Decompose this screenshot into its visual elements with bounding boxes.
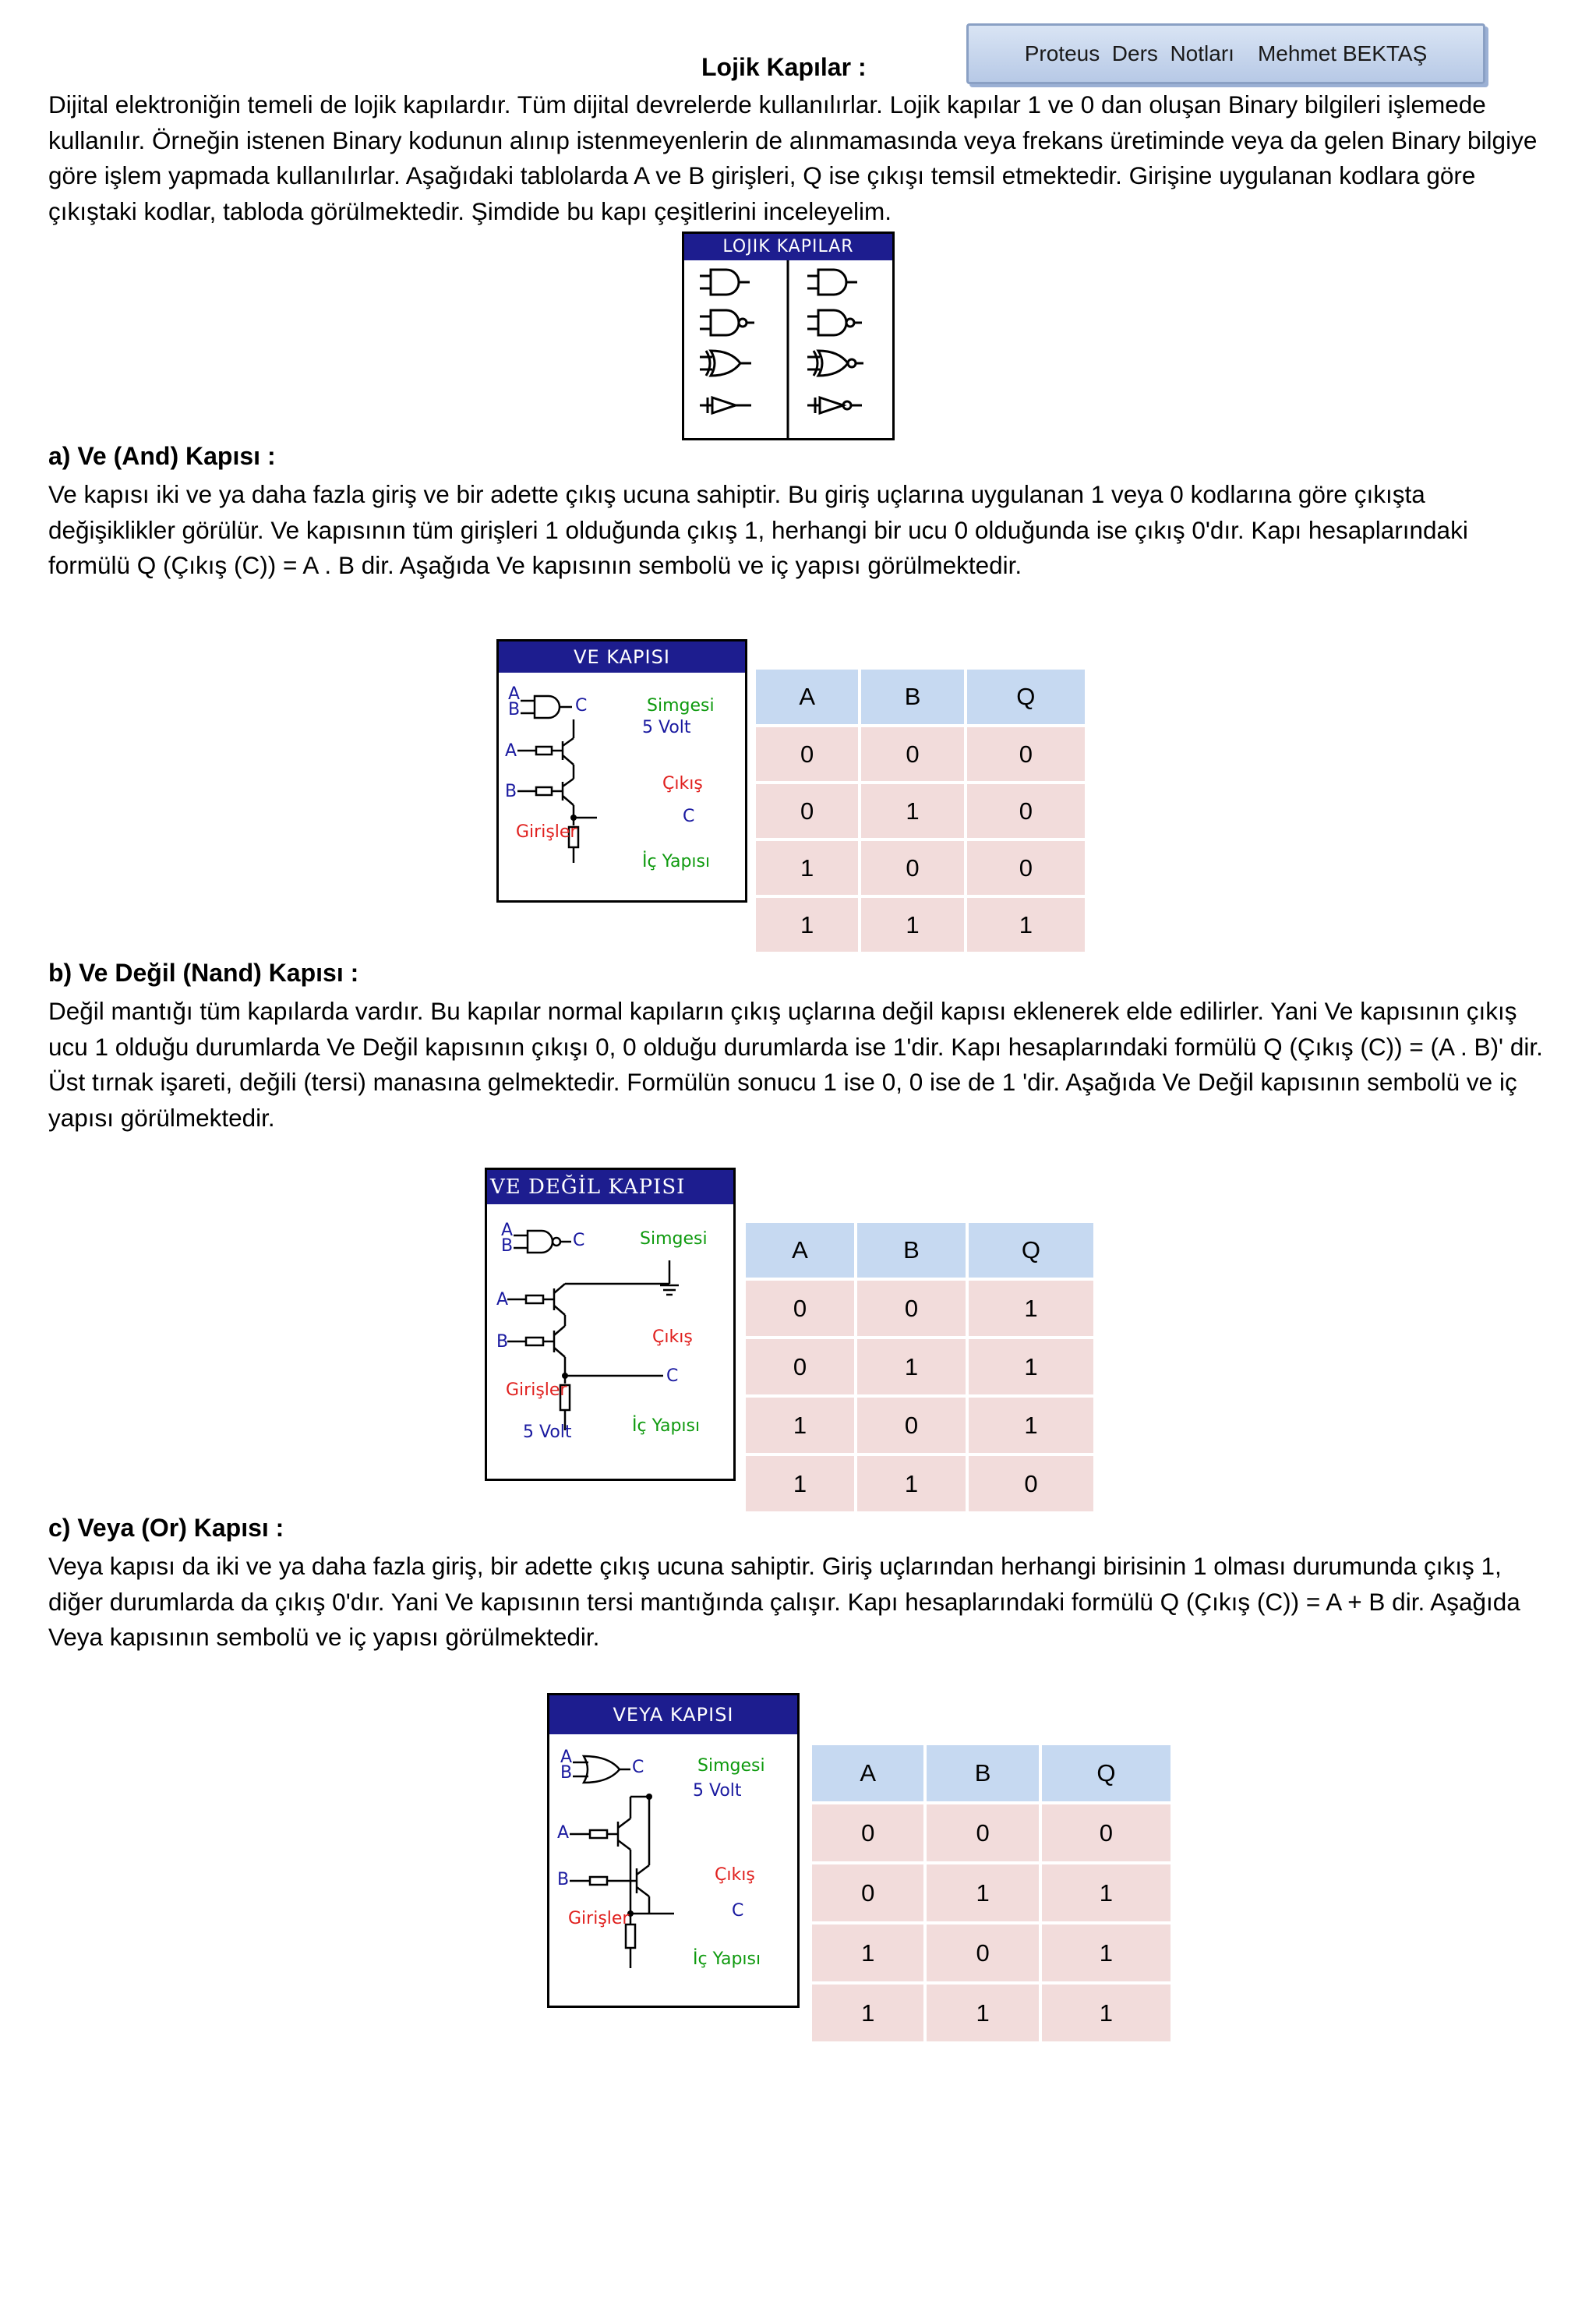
table-cell: 0 bbox=[857, 1281, 966, 1336]
table-cell: 0 bbox=[861, 727, 963, 781]
table-header-b: B bbox=[861, 670, 963, 724]
nand-gate-icon bbox=[807, 310, 862, 335]
table-cell: 0 bbox=[927, 1924, 1038, 1981]
and-internal-b-label: B bbox=[505, 782, 517, 801]
header-course: Proteus Ders Notları bbox=[1024, 41, 1234, 65]
table-header-a: A bbox=[812, 1745, 923, 1801]
table-cell: 1 bbox=[746, 1456, 854, 1511]
table-header-a: A bbox=[756, 670, 858, 724]
xor-gate-icon bbox=[700, 351, 751, 376]
and-truth-table bbox=[753, 666, 1088, 955]
table-row bbox=[756, 727, 1085, 781]
table-row bbox=[756, 898, 1085, 952]
and-inputs-label: Girişler bbox=[516, 822, 577, 842]
and-internal-c-label: C bbox=[683, 807, 695, 826]
or-symbol-label: Simgesi bbox=[697, 1756, 765, 1776]
nand-figure-title: VE DEĞİL KAPISI bbox=[487, 1170, 733, 1204]
nand-input-b-label: B bbox=[501, 1236, 514, 1256]
nand-internal-b-label: B bbox=[496, 1332, 509, 1352]
table-cell: 0 bbox=[812, 1864, 923, 1921]
section-and-paragraph: Ve kapısı iki ve ya daha fazla giriş ve bir adette çıkış ucuna sahiptir. Bu giriş uçlarına uygulanan 1 veya 0 kodlarına göre çıkışta değişiklikler görülür. Ve kapısının tüm girişleri 1 olduğunda çıkış 1, herhangi bir ucu 0 olduğunda ise çıkış 0'dır. Kapı hesaplarındaki formülü Q (Çıkış (C)) = A . B dir. Aşağıda Ve kapısının sembolü ve iç yapısı görülmektedir. bbox=[48, 480, 1468, 579]
nand-truth-table bbox=[743, 1220, 1096, 1514]
nand-gate-figure bbox=[485, 1168, 736, 1481]
table-cell: 0 bbox=[967, 784, 1085, 838]
table-cell: 0 bbox=[746, 1281, 854, 1336]
table-row bbox=[756, 841, 1085, 895]
or-input-b-label: B bbox=[560, 1763, 573, 1783]
logic-gates-figure-title: LOJIK KAPILAR bbox=[684, 234, 892, 260]
buffer-gate-icon bbox=[700, 398, 751, 413]
table-cell: 0 bbox=[812, 1804, 923, 1861]
table-cell: 1 bbox=[969, 1398, 1093, 1453]
nand-inputs-label: Girişler bbox=[506, 1380, 567, 1400]
table-cell: 1 bbox=[857, 1339, 966, 1394]
table-header-b: B bbox=[857, 1223, 966, 1278]
table-cell: 1 bbox=[756, 841, 858, 895]
logic-gate-symbols bbox=[684, 260, 892, 438]
and-input-b-label: B bbox=[508, 700, 521, 719]
table-cell: 0 bbox=[1042, 1804, 1171, 1861]
xnor-gate-icon bbox=[807, 351, 863, 376]
and-gate-icon bbox=[807, 270, 857, 295]
and-figure-title: VE KAPISI bbox=[499, 641, 745, 673]
nand-gate-icon bbox=[700, 310, 754, 335]
or-output-label: Çıkış bbox=[715, 1865, 755, 1885]
or-figure-title: VEYA KAPISI bbox=[549, 1695, 797, 1734]
table-cell: 1 bbox=[857, 1456, 966, 1511]
table-header-b: B bbox=[927, 1745, 1038, 1801]
header-banner bbox=[966, 23, 1485, 84]
section-nand-paragraph: Değil mantığı tüm kapılarda vardır. Bu kapılar normal kapıların çıkış uçlarına değil kapısı eklenerek elde edilirler. Yani Ve kapısının çıkış ucu 1 olduğu durumlarda Ve Değil kapısının çıkışı 0, 0 olduğu durumlarda ise 1'dir. Kapı hesaplarındaki formülü Q (Çıkış (C)) = (A . B)' dir. Üst tırnak işareti, değili (tersi) manasına gelmektedir. Formülün sonucu 1 ise 0, 0 ise de 1 'dir. Aşağıda Ve Değil kapısının sembolü ve iç yapısı görülmektedir. bbox=[48, 997, 1543, 1132]
nand-internal-a-label: A bbox=[496, 1290, 509, 1309]
or-internal-b-label: B bbox=[557, 1870, 570, 1889]
table-row bbox=[812, 1864, 1171, 1921]
section-nand-heading: b) Ve Değil (Nand) Kapısı : bbox=[48, 959, 359, 987]
and-symbol-label: Simgesi bbox=[647, 696, 715, 716]
table-cell: 1 bbox=[861, 784, 963, 838]
table-cell: 1 bbox=[1042, 1985, 1171, 2041]
section-or-paragraph: Veya kapısı da iki ve ya daha fazla giriş, bir adette çıkış ucuna sahiptir. Giriş uçlarından herhangi birisinin 1 olması durumunda çıkış 1, diğer durumlarda da çıkış 0'dır. Yani Ve kapısının tersi mantığında çalışır. Kapı hesaplarındaki formülü Q (Çıkış (C)) = A + B dir. Aşağıda Veya kapısının sembolü ve iç yapısı görülmektedir. bbox=[48, 1552, 1520, 1651]
and-output-label: Çıkış bbox=[662, 774, 703, 793]
and-internal-a-label: A bbox=[505, 741, 517, 761]
nand-symbol-label: Simgesi bbox=[640, 1229, 708, 1249]
table-row bbox=[812, 1804, 1171, 1861]
table-row bbox=[746, 1339, 1093, 1394]
table-cell: 0 bbox=[927, 1804, 1038, 1861]
and-internal-label: İç Yapısı bbox=[642, 852, 711, 871]
and-gate-figure bbox=[496, 639, 747, 903]
and-gate-icon bbox=[700, 270, 750, 295]
table-cell: 1 bbox=[927, 1985, 1038, 2041]
table-row bbox=[746, 1398, 1093, 1453]
intro-paragraph: Dijital elektroniğin temeli de lojik kapılardır. Tüm dijital devrelerde kullanılırlar. Lojik kapılar 1 ve 0 dan oluşan Binary bilgileri işlemede kullanılır. Örneğin istenen Binary kodunun alınıp istenmeyenlerin de alınmamasında veya frekans üretiminde veya da gelen Binary bilgiye göre işlem yapmada kullanılırlar. Aşağıdaki tablolarda A ve B girişleri, Q ise çıkışı temsil etmektedir. Girişine uygulanan kodlara göre çıkıştaki kodlar, tabloda görülmektedir. Şimdide bu kapı çeşitlerini inceleyelim. bbox=[48, 90, 1538, 225]
or-internal-a-label: A bbox=[557, 1823, 570, 1843]
table-row bbox=[746, 1281, 1093, 1336]
table-header-q: Q bbox=[1042, 1745, 1171, 1801]
table-header-q: Q bbox=[969, 1223, 1093, 1278]
or-internal-label: İç Yapısı bbox=[693, 1949, 761, 1969]
section-or-heading: c) Veya (Or) Kapısı : bbox=[48, 1514, 284, 1542]
table-cell: 1 bbox=[812, 1985, 923, 2041]
table-cell: 1 bbox=[746, 1398, 854, 1453]
and-input-a-label: A bbox=[508, 684, 521, 704]
and-output-c-label: C bbox=[575, 696, 588, 716]
table-header-q: Q bbox=[967, 670, 1085, 724]
or-output-c-label: C bbox=[632, 1758, 644, 1777]
or-volt-label: 5 Volt bbox=[693, 1781, 742, 1801]
table-cell: 0 bbox=[861, 841, 963, 895]
table-cell: 1 bbox=[967, 898, 1085, 952]
table-row bbox=[812, 1924, 1171, 1981]
table-cell: 1 bbox=[969, 1339, 1093, 1394]
not-gate-icon bbox=[807, 398, 862, 413]
nand-internal-label: İç Yapısı bbox=[632, 1416, 701, 1436]
table-cell: 1 bbox=[1042, 1864, 1171, 1921]
or-input-a-label: A bbox=[560, 1748, 573, 1767]
nand-output-c-label: C bbox=[573, 1231, 585, 1250]
table-cell: 0 bbox=[746, 1339, 854, 1394]
nand-input-a-label: A bbox=[501, 1221, 514, 1240]
table-cell: 1 bbox=[861, 898, 963, 952]
logic-gates-figure bbox=[682, 231, 895, 440]
nand-output-label: Çıkış bbox=[652, 1327, 693, 1347]
or-inputs-label: Girişler bbox=[568, 1909, 630, 1928]
table-cell: 0 bbox=[967, 727, 1085, 781]
or-gate-figure bbox=[547, 1693, 800, 2008]
page-title: Lojik Kapılar : bbox=[701, 53, 867, 81]
table-cell: 0 bbox=[756, 727, 858, 781]
table-row bbox=[756, 784, 1085, 838]
or-truth-table bbox=[809, 1742, 1174, 2045]
table-cell: 1 bbox=[812, 1924, 923, 1981]
or-internal-c-label: C bbox=[732, 1901, 744, 1921]
table-cell: 0 bbox=[857, 1398, 966, 1453]
section-and-heading: a) Ve (And) Kapısı : bbox=[48, 442, 276, 470]
and-volt-label: 5 Volt bbox=[642, 718, 691, 737]
table-cell: 0 bbox=[969, 1456, 1093, 1511]
table-cell: 0 bbox=[967, 841, 1085, 895]
table-cell: 1 bbox=[1042, 1924, 1171, 1981]
table-row bbox=[812, 1985, 1171, 2041]
header-author: Mehmet BEKTAŞ bbox=[1257, 41, 1428, 65]
table-cell: 1 bbox=[756, 898, 858, 952]
table-header-a: A bbox=[746, 1223, 854, 1278]
table-cell: 1 bbox=[927, 1864, 1038, 1921]
table-row bbox=[746, 1456, 1093, 1511]
nand-internal-c-label: C bbox=[666, 1366, 679, 1386]
nand-volt-label: 5 Volt bbox=[523, 1423, 572, 1442]
table-cell: 0 bbox=[756, 784, 858, 838]
table-cell: 1 bbox=[969, 1281, 1093, 1336]
